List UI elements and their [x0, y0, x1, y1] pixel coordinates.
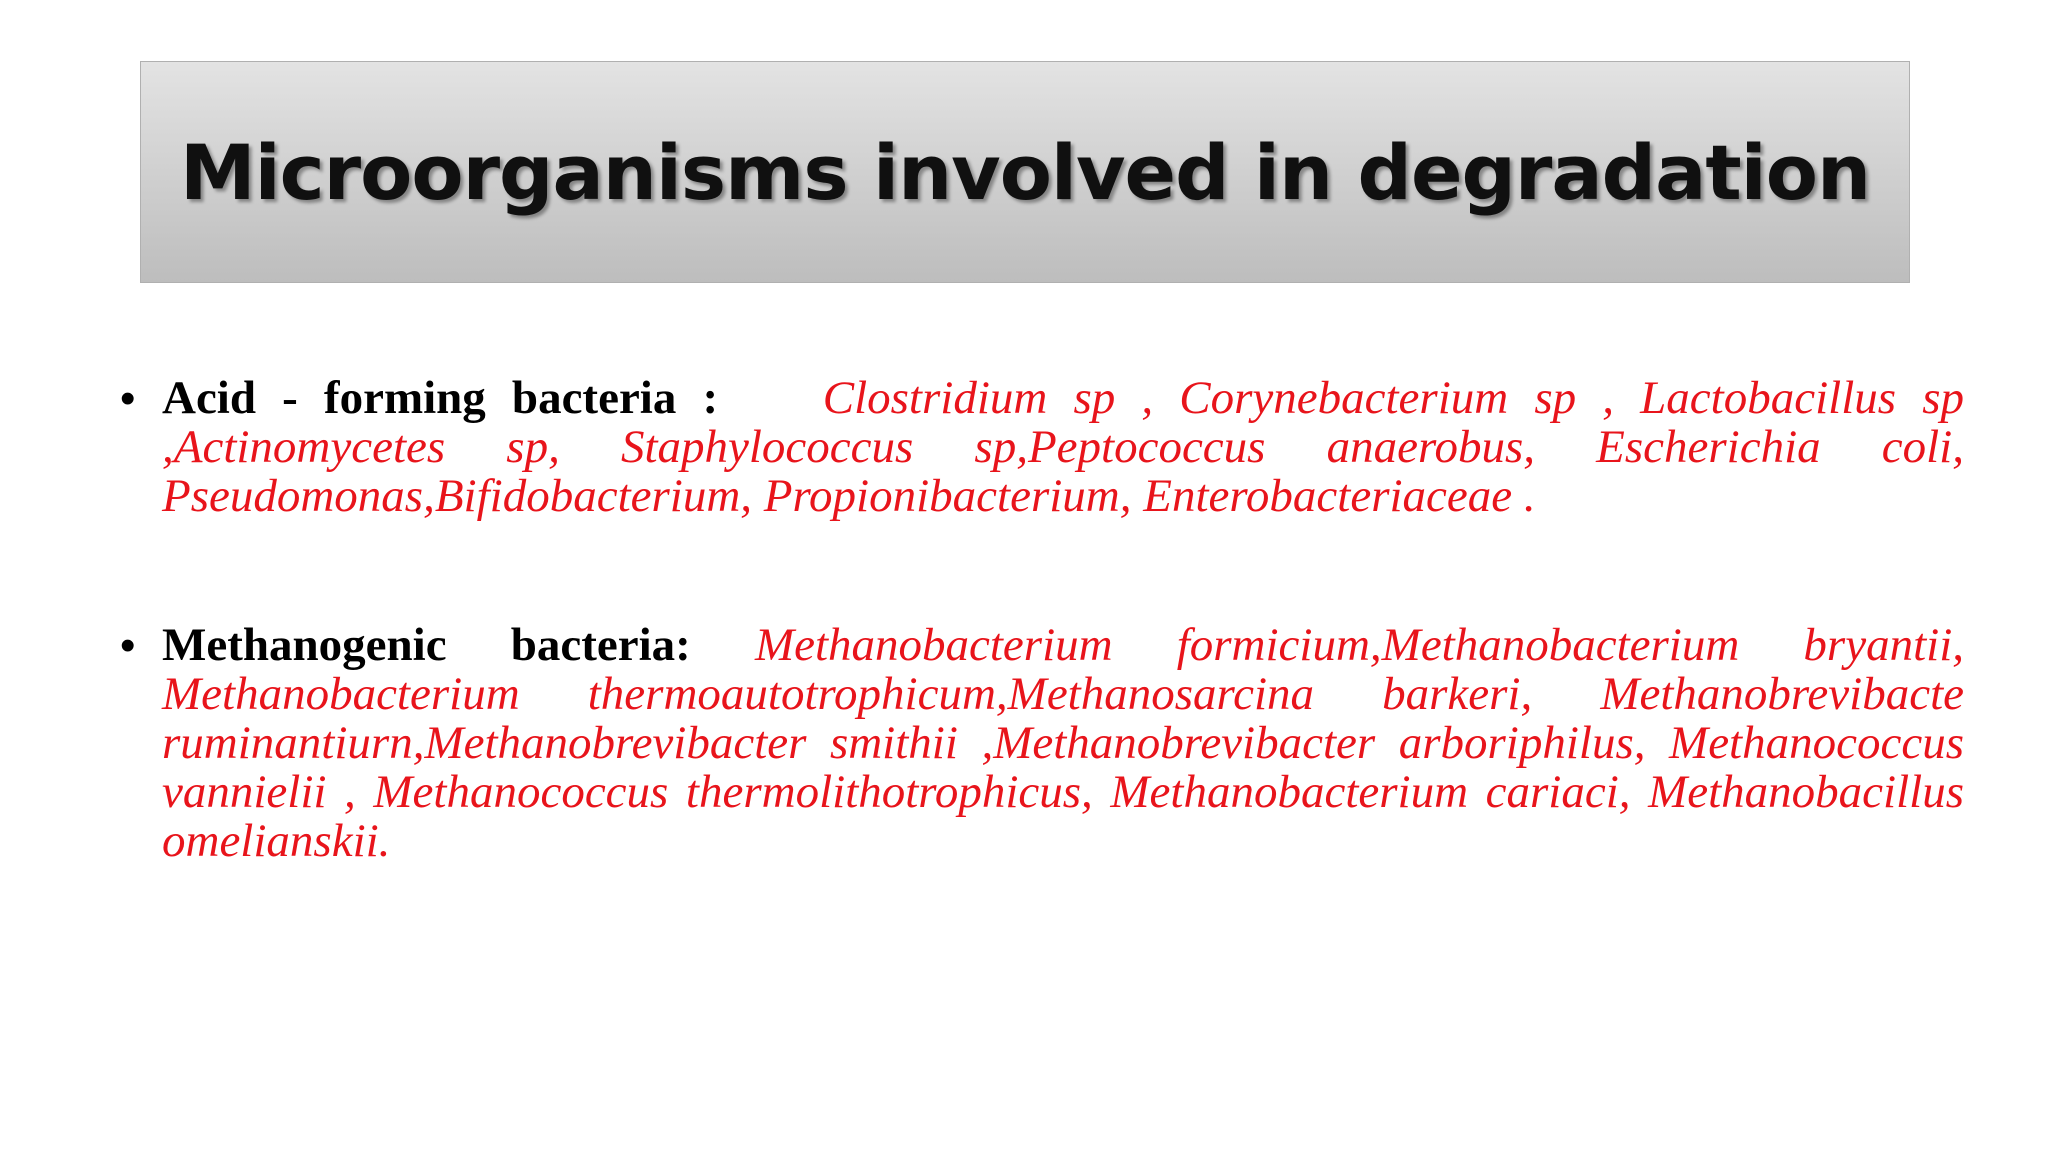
title-box	[140, 61, 1910, 283]
bullet-acid-forming-bacteria	[120, 374, 1964, 521]
bullet-label: Methanogenic bacteria:	[162, 619, 691, 671]
bullet-dot-icon: •	[120, 374, 136, 423]
species-list: Clostridium sp , Corynebacterium sp , Lactobacillus sp ,Actinomycetes sp, Staphylococcus sp,Peptococcus anaerobus, Escherichia coli, Pseudomonas,Bifidobacterium, Propionibacterium, Enterobacteriaceae .	[162, 372, 1964, 522]
bullet-label: Acid - forming bacteria :	[162, 372, 719, 424]
species-list: Methanobacterium formicium,Methanobacterium bryantii, Methanobacterium thermoautotrophicum,Methanosarcina barkeri, Methanobrevibacte ruminantiurn,Methanobrevibacter smithii ,Methanobrevibacter arboriphilus, Methanococcus vannielii , Methanococcus thermolithotrophicus, Methanobacterium cariaci, Methanobacillus omelianskii.	[162, 619, 1965, 867]
bullet-methanogenic-bacteria	[120, 621, 1964, 866]
bullet-list	[120, 374, 1964, 866]
slide-title: Microorganisms involved in degradation	[179, 127, 1871, 217]
bullet-dot-icon: •	[120, 621, 136, 670]
